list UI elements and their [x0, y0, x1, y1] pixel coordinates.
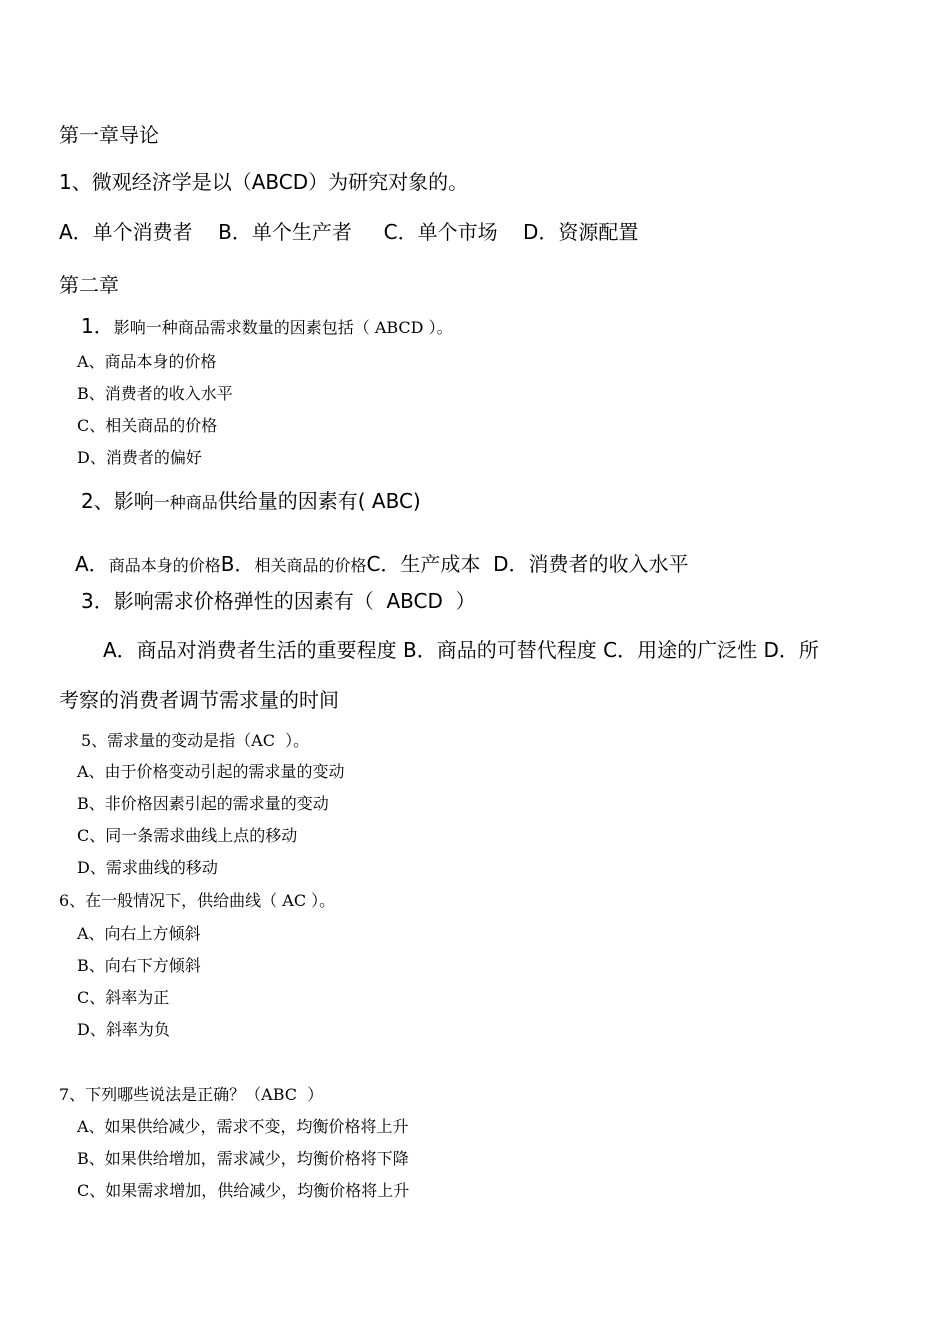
ch2-question-7: 7、下列哪些说法是正确？（ABC ） [59, 1085, 324, 1104]
ch2-q7-option-c: C、如果需求增加，供给减少，均衡价格将上升 [77, 1181, 410, 1200]
chapter2-title: 第二章 [59, 273, 119, 297]
ch2-q5-option-b: B、非价格因素引起的需求量的变动 [77, 794, 329, 813]
ch1-question-1-options: A．单个消费者 B．单个生产者 C．单个市场 D．资源配置 [59, 220, 639, 244]
ch2-q2-option-b-label: B． [220, 552, 255, 576]
ch2-q7-option-a: A、如果供给减少，需求不变，均衡价格将上升 [77, 1117, 409, 1136]
ch2-q6-option-a: A、向右上方倾斜 [77, 924, 201, 943]
ch2-q6-option-d: D、斜率为负 [77, 1020, 170, 1039]
ch2-q2-option-a-label: A． [75, 552, 109, 576]
ch2-question-6: 6、在一般情况下，供给曲线（ AC ）。 [59, 891, 336, 910]
ch2-q3-options-line-1: A．商品对消费者生活的重要程度 B．商品的可替代程度 C．用途的广泛性 D．所 [103, 638, 819, 662]
ch2-question-2 [81, 491, 421, 512]
ch2-q7-option-b: B、如果供给增加，需求减少，均衡价格将下降 [77, 1149, 409, 1168]
ch2-q6-option-b: B、向右下方倾斜 [77, 956, 201, 975]
ch2-q2-option-a-text: 商品本身的价格 [108, 556, 221, 575]
ch2-q2-option-cd: C．生产成本 D．消费者的收入水平 [366, 552, 689, 576]
ch2-question-1 [81, 316, 453, 337]
ch2-question-1-number: 1． [81, 314, 114, 338]
ch1-question-1: 1、微观经济学是以（ABCD）为研究对象的。 [59, 170, 469, 194]
ch2-q5-option-a: A、由于价格变动引起的需求量的变动 [77, 762, 345, 781]
ch2-q1-option-d: D、消费者的偏好 [77, 448, 202, 467]
ch2-q2-option-b-text: 相关商品的价格 [254, 556, 367, 575]
ch2-question-2-prefix: 2、影响 [81, 489, 154, 513]
ch2-question-2-options [59, 538, 689, 591]
ch2-question-1-text: 影响一种商品需求数量的因素包括（ ABCD ）。 [113, 318, 453, 337]
ch2-q3-options-line-2: 考察的消费者调节需求量的时间 [59, 688, 339, 712]
ch2-q5-option-c: C、同一条需求曲线上点的移动 [77, 826, 298, 845]
ch2-q1-option-b: B、消费者的收入水平 [77, 384, 233, 403]
chapter1-title: 第一章导论 [59, 123, 159, 147]
ch2-q1-option-a: A、商品本身的价格 [77, 352, 217, 371]
ch2-question-5: 5、需求量的变动是指（AC ）。 [81, 731, 310, 750]
ch2-question-2-suffix: 供给量的因素有( ABC) [217, 489, 421, 513]
ch2-q5-option-d: D、需求曲线的移动 [77, 858, 218, 877]
ch2-question-3: 3．影响需求价格弹性的因素有（ ABCD ） [81, 589, 476, 613]
ch2-q1-option-c: C、相关商品的价格 [77, 416, 218, 435]
ch2-question-2-mid: 一种商品 [153, 493, 218, 512]
ch2-q6-option-c: C、斜率为正 [77, 988, 170, 1007]
